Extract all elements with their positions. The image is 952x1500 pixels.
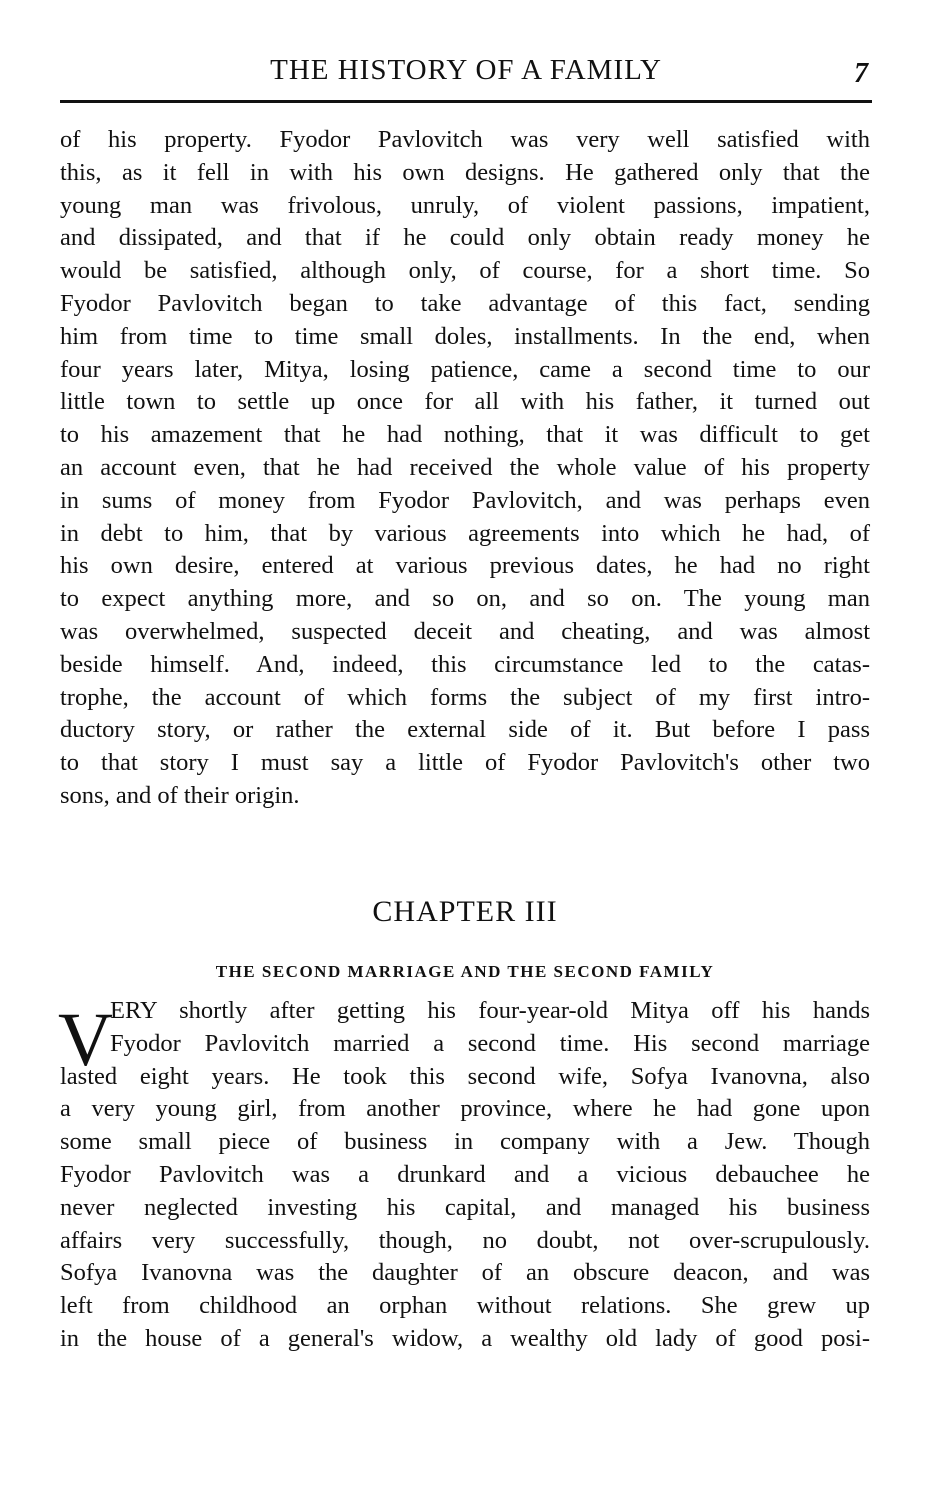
- text-line: Sofya Ivanovna was the daughter of an obscure deacon, and was: [60, 1259, 870, 1287]
- chapter-heading: CHAPTER III: [372, 895, 558, 928]
- text-line: Fyodor Pavlovitch began to take advantage of this fact, sending: [60, 289, 870, 317]
- text-line: of his property. Fyodor Pavlovitch was very well satisfied with: [60, 126, 870, 153]
- header-rule: [60, 100, 872, 103]
- text-line: Fyodor Pavlovitch was a drunkard and a vicious debauchee he: [60, 1160, 870, 1188]
- text-line: left from childhood an orphan without relations. She grew up: [60, 1292, 870, 1320]
- text-line: would be satisfied, although only, of course, for a short time. So: [60, 257, 870, 285]
- text-line: Fyodor Pavlovitch married a second time. His second marriage: [110, 1029, 870, 1057]
- text-line: trophe, the account of which forms the subject of my first intro-: [60, 683, 870, 711]
- text-line: this, as it fell in with his own designs. He gathered only that the: [60, 158, 870, 186]
- text-line: to his amazement that he had nothing, that it was difficult to get: [60, 421, 870, 449]
- text-line: was overwhelmed, suspected deceit and cheating, and was almost: [60, 617, 870, 645]
- drop-cap: V: [58, 998, 113, 1082]
- text-line: in debt to him, that by various agreements into which he had, of: [60, 519, 870, 547]
- text-line: in the house of a general's widow, a wealthy old lady of good posi-: [60, 1324, 870, 1352]
- text-line: four years later, Mitya, losing patience, came a second time to our: [60, 355, 870, 383]
- text-line: to that story I must say a little of Fyodor Pavlovitch's other two: [60, 749, 870, 777]
- text-line: ductory story, or rather the external side of it. But before I pass: [60, 716, 870, 744]
- text-line: little town to settle up once for all with his father, it turned out: [60, 388, 870, 416]
- text-line: ERY shortly after getting his four-year-old Mitya off his hands: [110, 997, 870, 1024]
- text-line: him from time to time small doles, installments. In the end, when: [60, 322, 870, 350]
- text-line: his own desire, entered at various previous dates, he had no right: [60, 552, 870, 580]
- text-line: beside himself. And, indeed, this circumstance led to the catas-: [60, 650, 870, 678]
- page-number: 7: [854, 58, 868, 89]
- text-line: some small piece of business in company with a Jew. Though: [60, 1128, 870, 1156]
- chapter-paragraph: [60, 995, 870, 1356]
- text-line: in sums of money from Fyodor Pavlovitch, and was perhaps even: [60, 486, 870, 514]
- text-line: an account even, that he had received the whole value of his property: [60, 453, 870, 481]
- text-line: to expect anything more, and so on, and so on. The young man: [60, 585, 870, 613]
- text-line: sons, and of their origin.: [60, 781, 300, 809]
- continued-paragraph: [60, 124, 870, 813]
- text-line: never neglected investing his capital, and managed his business: [60, 1193, 870, 1221]
- text-line: and dissipated, and that if he could only obtain ready money he: [60, 224, 870, 252]
- running-title: THE HISTORY OF A FAMILY: [270, 54, 662, 86]
- text-line: lasted eight years. He took this second wife, Sofya Ivanovna, also: [60, 1062, 870, 1090]
- running-header: [60, 52, 872, 92]
- text-line: young man was frivolous, unruly, of violent passions, impatient,: [60, 191, 870, 219]
- text-line: affairs very successfully, though, no doubt, not over-scrupulously.: [60, 1226, 870, 1254]
- text-line: a very young girl, from another province, where he had gone upon: [60, 1095, 870, 1123]
- chapter-subtitle: THE SECOND MARRIAGE AND THE SECOND FAMILY: [215, 962, 715, 981]
